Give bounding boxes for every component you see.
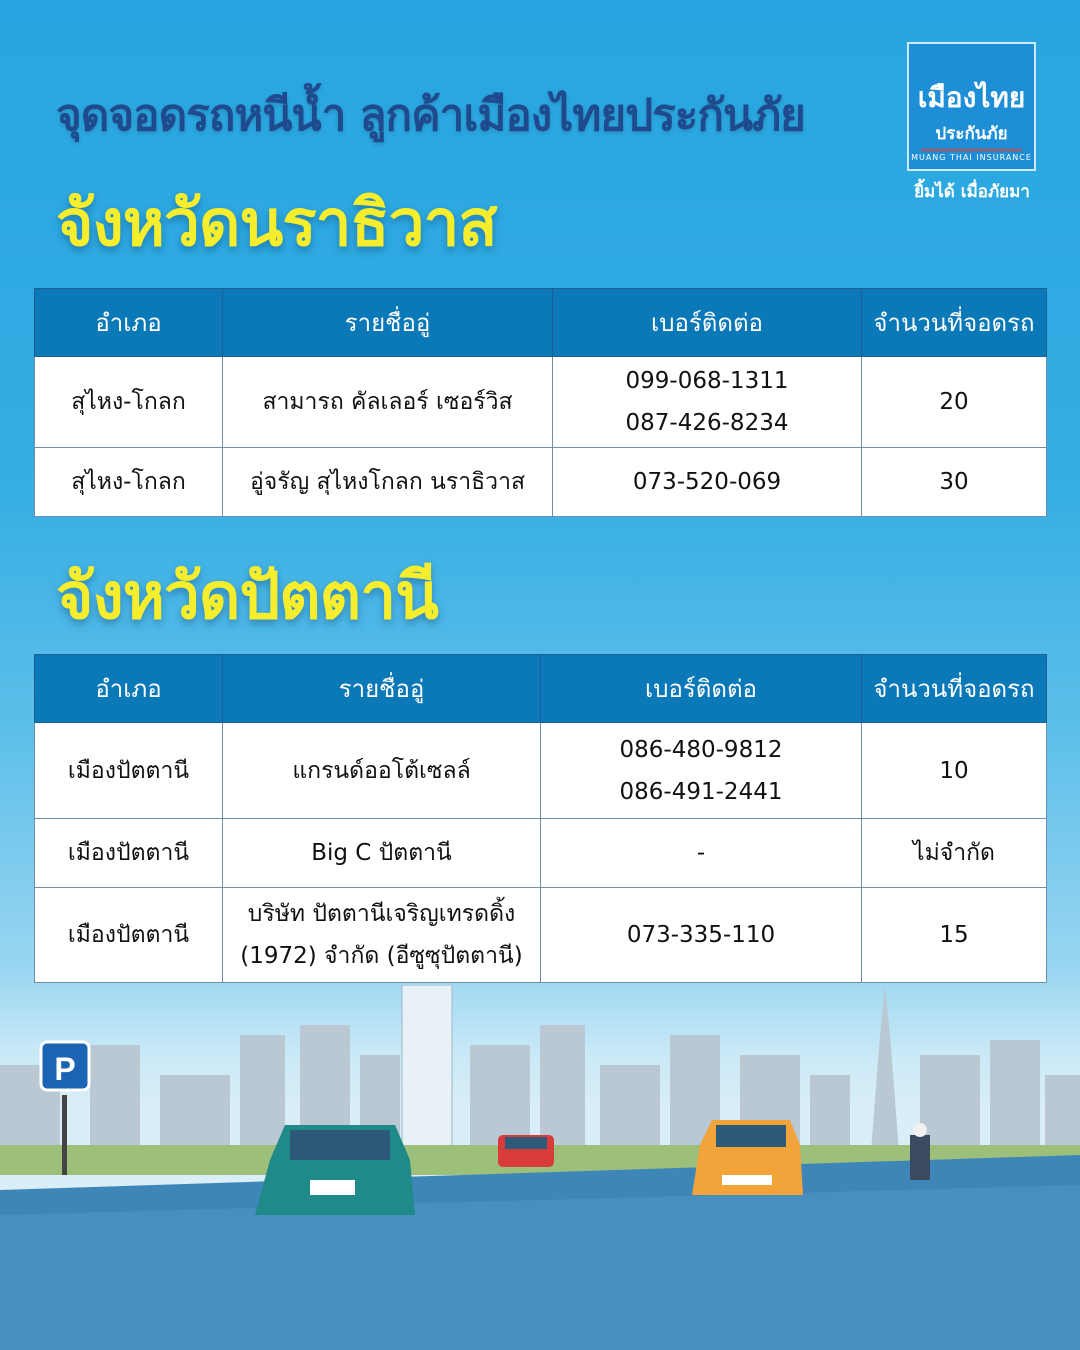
table-row <box>35 723 1047 819</box>
table-row <box>35 357 1047 448</box>
garage: สามารถ คัลเลอร์ เซอร์วิส <box>223 357 553 448</box>
col-district: อำเภอ <box>35 289 223 357</box>
phone <box>553 357 862 448</box>
garage-table-pattani <box>34 654 1047 983</box>
garage <box>223 888 541 983</box>
garage-line: (1972) จำกัด (อีซูซุปัตตานี) <box>240 943 523 969</box>
table-row <box>35 888 1047 983</box>
col-garage: รายชื่ออู่ <box>223 655 541 723</box>
garage: Big C ปัตตานี <box>223 819 541 888</box>
col-capacity: จำนวนที่จอดรถ <box>862 289 1047 357</box>
district: เมืองปัตตานี <box>35 819 223 888</box>
district: เมืองปัตตานี <box>35 888 223 983</box>
capacity: 10 <box>862 723 1047 819</box>
phone-number: 086-480-9812 <box>619 736 783 763</box>
capacity: 20 <box>862 357 1047 448</box>
garage: อู่จรัญ สุไหงโกลก นราธิวาส <box>223 448 553 517</box>
phone: 073-335-110 <box>541 888 862 983</box>
capacity: 15 <box>862 888 1047 983</box>
page-title: จุดจอดรถหนีน้ำ ลูกค้าเมืองไทยประกันภัย <box>56 90 805 141</box>
col-phone: เบอร์ติดต่อ <box>541 655 862 723</box>
col-capacity: จำนวนที่จอดรถ <box>862 655 1047 723</box>
red-car <box>498 1135 554 1167</box>
province-title-pattani: จังหวัดปัตตานี <box>56 560 438 634</box>
logo-subtext: ประกันภัย <box>921 120 1022 151</box>
garage: แกรนด์ออโต้เซลล์ <box>223 723 541 819</box>
orange-car <box>692 1120 803 1195</box>
province-title-narathiwat: จังหวัดนราธิวาส <box>56 187 497 261</box>
capacity: 30 <box>862 448 1047 517</box>
muang-thai-logo <box>907 42 1036 171</box>
logo-text: เมืองไทย <box>917 81 1026 114</box>
slogan: ยิ้มได้ เมื่อภัยมา <box>914 182 1030 202</box>
parking-sign-letter: P <box>54 1051 76 1087</box>
col-district: อำเภอ <box>35 655 223 723</box>
table-header <box>35 289 1047 357</box>
phone: - <box>541 819 862 888</box>
phone: 073-520-069 <box>553 448 862 517</box>
garage-table-narathiwat <box>34 288 1047 517</box>
logo-english: MUANG THAI INSURANCE <box>911 153 1032 162</box>
phone-number: 099-068-1311 <box>625 368 789 394</box>
tall-building <box>402 985 452 1160</box>
garage-line: บริษัท ปัตตานีเจริญเทรดดิ้ง <box>247 901 516 927</box>
district: สุไหง-โกลก <box>35 448 223 517</box>
table-row <box>35 819 1047 888</box>
district: เมืองปัตตานี <box>35 723 223 819</box>
col-phone: เบอร์ติดต่อ <box>553 289 862 357</box>
phone-number: 086-491-2441 <box>619 778 783 805</box>
capacity: ไม่จำกัด <box>862 819 1047 888</box>
phone-number: 087-426-8234 <box>625 410 789 436</box>
district: สุไหง-โกลก <box>35 357 223 448</box>
table-row <box>35 448 1047 517</box>
flooded-city-illustration <box>0 985 1080 1350</box>
phone <box>541 723 862 819</box>
col-garage: รายชื่ออู่ <box>223 289 553 357</box>
table-header <box>35 655 1047 723</box>
